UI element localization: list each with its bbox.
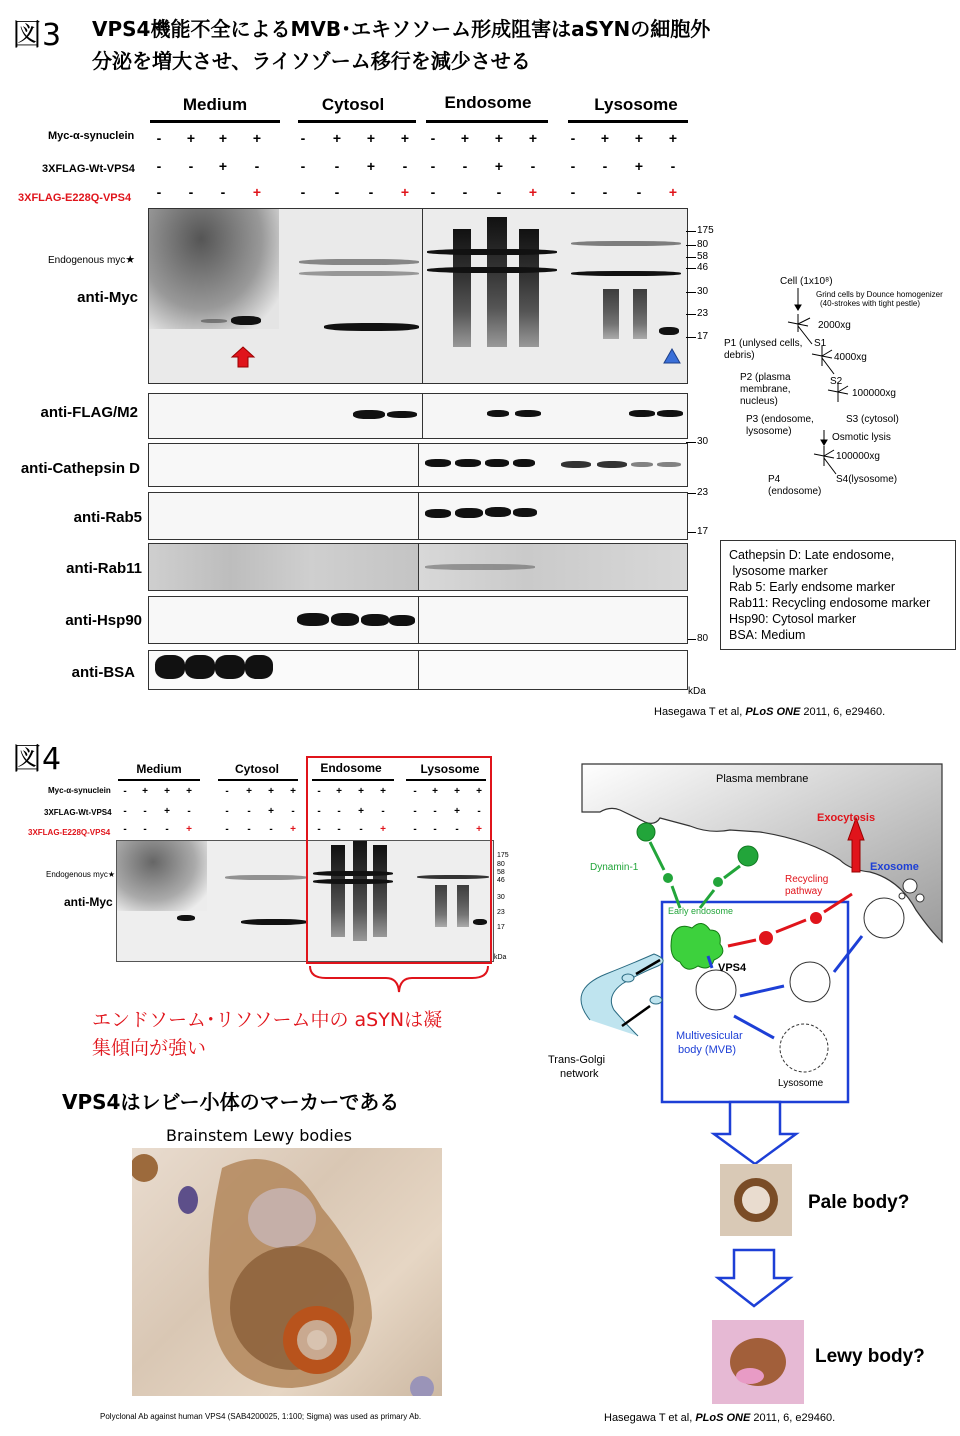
- treatment-sign: -: [156, 130, 162, 146]
- blot-flag-left: [148, 393, 424, 439]
- treatment-sign: +: [634, 158, 644, 174]
- lane-header-cytosol: Cytosol: [321, 95, 385, 114]
- antibody-note: Polyclonal Ab against human VPS4 (SAB4200025, 1:100; Sigma) was used as primary Ab.: [100, 1412, 422, 1421]
- treatment-sign: -: [402, 158, 408, 174]
- fig4-treatment-sign: +: [186, 786, 192, 797]
- medium-smear: [149, 209, 279, 329]
- cytosol-band: [299, 259, 419, 265]
- marker-30: 30: [697, 286, 709, 297]
- blot-cathd-right: [418, 443, 688, 487]
- fig4-treatment-sign: -: [123, 806, 127, 817]
- treatment-sign: -: [430, 184, 436, 200]
- schem-s2: S2: [830, 376, 843, 387]
- fig4-treatment-sign: -: [187, 806, 191, 817]
- blot-rab11-right: [418, 543, 688, 591]
- vps4-lewy-title: VPS4はレビー小体のマーカーである: [62, 1090, 400, 1114]
- schem-p4b: (endosome): [768, 486, 822, 497]
- blot-label-anti-rab5: anti-Rab5: [73, 509, 142, 526]
- fig4-row-mutant: 3XFLAG-E228Q-VPS4: [28, 828, 111, 837]
- fig4-treatment-sign: -: [225, 786, 229, 797]
- treatment-sign: -: [188, 184, 194, 200]
- fig4-treatment-sign: -: [143, 806, 147, 817]
- fig4-treatment-sign: -: [413, 806, 417, 817]
- hsp90-band: [361, 614, 389, 626]
- exocytosis-label: Exocytosis: [817, 812, 876, 824]
- lysosome-asyn-band: [659, 327, 679, 335]
- vps4-label: VPS4: [718, 962, 747, 974]
- blot-myc-right: [422, 208, 688, 384]
- marker-tick: [686, 292, 696, 293]
- blue-triangle-icon: [663, 348, 681, 364]
- schem-p2b: membrane,: [740, 384, 791, 395]
- lysosome-smear: [603, 289, 619, 339]
- treatment-sign: +: [332, 130, 342, 146]
- treatment-sign: +: [218, 130, 228, 146]
- blot-hsp90-right: [418, 596, 688, 644]
- legend-line: Cathepsin D: Late endosome,: [729, 548, 895, 562]
- flag-band: [487, 410, 509, 417]
- fig4-marker-80: 80: [497, 861, 505, 868]
- cathd-band: [455, 459, 481, 467]
- fig4-treatment-sign: +: [380, 786, 386, 797]
- brainstem-caption: Brainstem Lewy bodies: [166, 1126, 352, 1145]
- neuron-illustration: [132, 1148, 442, 1396]
- blot-label-anti-flag: anti-FLAG/M2: [40, 404, 138, 421]
- marker-legend-box: [720, 540, 956, 650]
- fig4-treatment-sign: +: [164, 806, 170, 817]
- marker-tick: [686, 245, 696, 246]
- cytosol-band: [299, 271, 419, 276]
- marker-30b: 30: [697, 436, 709, 447]
- fractionation-schematic: [720, 270, 960, 500]
- endosome-band: [427, 267, 557, 273]
- fig4-lane-endosome: Endosome: [320, 761, 382, 775]
- blot-label-anti-bsa: anti-BSA: [71, 664, 135, 681]
- marker-58: 58: [697, 251, 709, 262]
- treatment-sign: -: [570, 158, 576, 174]
- fig4-treatment-sign: +: [246, 786, 252, 797]
- endosome-smear: [519, 229, 539, 347]
- marker-tick: [686, 337, 696, 338]
- treatment-sign: +: [400, 130, 410, 146]
- cathd-band: [657, 462, 681, 467]
- cathd-band: [425, 459, 451, 467]
- fig4-treatment-sign: +: [476, 824, 482, 835]
- marker-tick: [686, 231, 696, 232]
- treatment-sign: +: [600, 130, 610, 146]
- treatment-sign: -: [300, 184, 306, 200]
- fig4-marker-23: 23: [497, 909, 505, 916]
- flag-band: [629, 410, 655, 417]
- treatment-sign: -: [334, 158, 340, 174]
- treatment-sign: -: [570, 184, 576, 200]
- blot-rab11-left: [148, 543, 420, 591]
- treatment-sign: -: [462, 158, 468, 174]
- treatment-sign: -: [602, 184, 608, 200]
- mvb-label-line1: Multivesicular: [676, 1030, 743, 1042]
- schem-p2: P2 (plasma: [740, 372, 791, 383]
- treatment-sign: -: [368, 184, 374, 200]
- fig4-treatment-sign: +: [358, 806, 364, 817]
- bsa-band: [245, 655, 273, 679]
- flag-band: [657, 410, 683, 417]
- fig4-citation: Hasegawa T et al, PLoS ONE 2011, 6, e29460.: [604, 1412, 836, 1424]
- fig4-band: [225, 875, 307, 880]
- treatment-sign: +: [494, 130, 504, 146]
- aggregation-annotation-line1: エンドソーム･リソソーム中の aSYNは凝: [92, 1009, 443, 1031]
- schem-p2c: nucleus): [740, 396, 778, 407]
- fig4-treatment-sign: +: [336, 786, 342, 797]
- row-label-myc: Myc-α-synuclein: [48, 130, 135, 142]
- fig4-treatment-sign: -: [317, 786, 321, 797]
- lewy-body-label: Lewy body?: [815, 1346, 925, 1367]
- fig4-kda: kDa: [494, 954, 507, 961]
- treatment-sign: +: [218, 158, 228, 174]
- marker-tick: [686, 257, 696, 258]
- row-label-wt: 3XFLAG-Wt-VPS4: [42, 163, 135, 175]
- marker-23: 23: [697, 308, 709, 319]
- recycling-label: Recycling: [785, 874, 829, 885]
- treatment-sign: +: [528, 130, 538, 146]
- rab5-band: [455, 508, 483, 518]
- fig4-marker-30: 30: [497, 894, 505, 901]
- blot-rab5-right: [418, 492, 688, 540]
- schem-grind2: (40-strokes with tight pestle): [820, 299, 921, 308]
- treatment-sign: +: [252, 184, 262, 200]
- endosome-smear: [487, 217, 507, 347]
- schem-s1: S1: [814, 338, 827, 349]
- treatment-sign: +: [366, 130, 376, 146]
- fig4-treatment-sign: -: [477, 806, 481, 817]
- legend-line: Hsp90: Cytosol marker: [729, 612, 857, 626]
- treatment-sign: -: [156, 184, 162, 200]
- blot-bsa-left: [148, 650, 420, 690]
- lane-header-underline: [218, 779, 298, 781]
- fig4-lane-lysosome: Lysosome: [420, 762, 480, 776]
- legend-line: Rab11: Recycling endosome marker: [729, 596, 931, 610]
- fig4-marker-17: 17: [497, 924, 505, 931]
- endosome-band: [427, 249, 557, 255]
- schem-s4: S4(lysosome): [836, 474, 898, 485]
- fig4-treatment-sign: -: [291, 806, 295, 817]
- kda-label: kDa: [688, 686, 706, 697]
- endosome-smear: [453, 229, 471, 347]
- fig4-endogenous-label: Endogenous myc★: [46, 870, 115, 879]
- exosome-pathway-diagram: [560, 760, 952, 1410]
- lysosome-smear: [633, 289, 647, 339]
- marker-80b: 80: [697, 633, 709, 644]
- fig4-treatment-sign: +: [142, 786, 148, 797]
- cytosol-asyn-band: [324, 323, 419, 331]
- fig4-lane-medium: Medium: [136, 762, 182, 776]
- treatment-sign: +: [634, 130, 644, 146]
- figure-3-title-line1: VPS4機能不全によるMVB･エキソソーム形成阻害はaSYNの細胞外: [92, 17, 711, 41]
- fig4-treatment-sign: +: [268, 786, 274, 797]
- bsa-band: [155, 655, 185, 679]
- fig4-treatment-sign: -: [225, 806, 229, 817]
- bsa-band: [215, 655, 245, 679]
- treatment-sign: +: [186, 130, 196, 146]
- blot-hsp90-left: [148, 596, 420, 644]
- fig4-treatment-sign: -: [413, 786, 417, 797]
- schem-g2: 4000xg: [834, 352, 867, 363]
- tgn-label-line1: Trans-Golgi: [548, 1054, 606, 1066]
- fig4-treatment-sign: +: [164, 786, 170, 797]
- rab11-band: [425, 564, 535, 570]
- schem-p3b: lysosome): [746, 426, 792, 437]
- fig4-treatment-sign: -: [359, 824, 363, 835]
- hsp90-band: [331, 613, 359, 626]
- blot-label-anti-rab11: anti-Rab11: [66, 560, 142, 577]
- pale-body-label: Pale body?: [808, 1192, 910, 1213]
- legend-line: Rab 5: Early endsome marker: [729, 580, 896, 594]
- fig4-band: [241, 919, 307, 925]
- treatment-sign: +: [460, 130, 470, 146]
- lane-header-underline: [150, 120, 280, 123]
- flag-band: [515, 410, 541, 417]
- cathd-band: [561, 461, 591, 468]
- legend-line: lysosome marker: [729, 564, 828, 578]
- fig4-treatment-sign: -: [337, 824, 341, 835]
- treatment-sign: +: [252, 130, 262, 146]
- row-label-mutant: 3XFLAG-E228Q-VPS4: [18, 192, 132, 204]
- marker-tick: [686, 268, 696, 269]
- lysosome-band: [571, 241, 681, 246]
- endogenous-myc-label: Endogenous myc★: [48, 254, 136, 266]
- medium-band: [201, 319, 227, 323]
- lane-header-underline: [426, 120, 548, 123]
- fig4-treatment-sign: +: [358, 786, 364, 797]
- fig4-treatment-sign: -: [433, 824, 437, 835]
- fig4-lane-cytosol: Cytosol: [234, 762, 279, 776]
- fig3-citation: Hasegawa T et al, PLoS ONE 2011, 6, e29460.: [654, 706, 886, 718]
- pathway-label: pathway: [785, 886, 823, 897]
- fig4-anti-myc-label: anti-Myc: [64, 895, 113, 909]
- fig4-treatment-sign: -: [247, 806, 251, 817]
- cathd-band: [485, 459, 509, 467]
- fig4-marker-175: 175: [497, 852, 509, 859]
- fig4-treatment-sign: -: [413, 824, 417, 835]
- fig4-treatment-sign: -: [165, 824, 169, 835]
- marker-tick: [686, 314, 696, 315]
- treatment-sign: -: [188, 158, 194, 174]
- flag-band: [387, 411, 417, 418]
- marker-175: 175: [697, 225, 714, 236]
- schematic-arrows: [720, 270, 960, 500]
- treatment-sign: +: [668, 184, 678, 200]
- blot-label-anti-cathepsin-d: anti-Cathepsin D: [20, 460, 140, 477]
- treatment-sign: -: [496, 184, 502, 200]
- treatment-sign: -: [670, 158, 676, 174]
- treatment-sign: +: [528, 184, 538, 200]
- schem-s3: S3 (cytosol): [846, 414, 899, 425]
- fig4-treatment-sign: +: [290, 824, 296, 835]
- lane-header-endosome: Endosome: [444, 93, 532, 112]
- figure-4-label: 図4: [12, 742, 62, 777]
- treatment-sign: -: [300, 158, 306, 174]
- schem-g3: 100000xg: [852, 388, 896, 399]
- treatment-sign: -: [430, 130, 436, 146]
- fig4-treatment-sign: -: [123, 824, 127, 835]
- fig4-treatment-sign: -: [123, 786, 127, 797]
- highlight-box: [306, 756, 492, 964]
- fig4-medium-smear: [117, 841, 207, 911]
- treatment-sign: +: [366, 158, 376, 174]
- fig4-treatment-sign: -: [269, 824, 273, 835]
- lysosome-band: [571, 271, 681, 276]
- figure-3-label: 図3: [12, 18, 62, 53]
- fig4-treatment-sign: -: [381, 806, 385, 817]
- schem-p3: P3 (endosome,: [746, 414, 814, 425]
- marker-17: 17: [697, 331, 709, 342]
- treatment-sign: -: [300, 130, 306, 146]
- hsp90-band: [297, 613, 329, 626]
- lane-header-medium: Medium: [182, 95, 248, 114]
- schem-osm: Osmotic lysis: [832, 432, 891, 443]
- cathd-band: [597, 461, 627, 468]
- fig4-treatment-sign: +: [186, 824, 192, 835]
- fig4-treatment-sign: -: [225, 824, 229, 835]
- treatment-sign: -: [602, 158, 608, 174]
- fig4-treatment-sign: -: [317, 806, 321, 817]
- lane-header-underline: [298, 120, 416, 123]
- fig4-row-myc: Myc-α-synuclein: [48, 786, 111, 795]
- schem-p4: P4: [768, 474, 781, 485]
- cathd-band: [513, 459, 535, 467]
- tgn-label-line2: network: [560, 1068, 599, 1080]
- legend-line: BSA: Medium: [729, 628, 806, 642]
- mvb-label-line2: body (MVB): [678, 1044, 737, 1056]
- rab5-band: [425, 509, 451, 518]
- treatment-sign: -: [530, 158, 536, 174]
- blot-cathd-left: [148, 443, 420, 487]
- fig4-treatment-sign: +: [454, 806, 460, 817]
- treatment-sign: -: [334, 184, 340, 200]
- fig4-marker-46: 46: [497, 877, 505, 884]
- lewy-body-histology-image: [132, 1148, 442, 1396]
- fig4-treatment-sign: -: [143, 824, 147, 835]
- treatment-sign: -: [462, 184, 468, 200]
- schem-g4: 100000xg: [836, 451, 880, 462]
- treatment-sign: +: [668, 130, 678, 146]
- red-up-arrow-icon: [230, 345, 256, 369]
- schem-grind: Grind cells by Dounce homogenizer: [816, 290, 943, 299]
- blot-bsa-right: [418, 650, 688, 690]
- lane-header-underline: [118, 779, 200, 781]
- lane-header-underline: [568, 120, 688, 123]
- blot-label-anti-myc: anti-Myc: [77, 289, 138, 306]
- plasma-membrane-label: Plasma membrane: [716, 773, 809, 785]
- fig4-band: [177, 915, 195, 921]
- treatment-sign: -: [254, 158, 260, 174]
- blot-rab5-left: [148, 492, 420, 540]
- flag-band: [353, 410, 385, 419]
- fig4-treatment-sign: -: [455, 824, 459, 835]
- early-endosome-label: Early endosome: [668, 906, 734, 916]
- marker-23b: 23: [697, 487, 709, 498]
- dynamin-label: Dynamin-1: [590, 862, 639, 873]
- fig4-treatment-sign: -: [433, 806, 437, 817]
- treatment-sign: -: [156, 158, 162, 174]
- marker-46: 46: [697, 262, 709, 273]
- figure-3-title-line2: 分泌を増大させ、ライソゾーム移行を減少させる: [92, 49, 531, 73]
- fig4-treatment-sign: +: [380, 824, 386, 835]
- fig4-treatment-sign: +: [268, 806, 274, 817]
- fig4-treatment-sign: -: [247, 824, 251, 835]
- fig4-treatment-sign: +: [454, 786, 460, 797]
- exosome-label: Exosome: [870, 861, 919, 873]
- marker-17b: 17: [697, 526, 709, 537]
- aggregation-annotation-line2: 集傾向が強い: [92, 1037, 207, 1059]
- curly-brace-icon: [306, 964, 492, 998]
- blot-myc-left: [148, 208, 424, 384]
- treatment-sign: -: [430, 158, 436, 174]
- treatment-sign: +: [400, 184, 410, 200]
- blot-label-anti-hsp90: anti-Hsp90: [65, 612, 142, 629]
- fig4-marker-58: 58: [497, 869, 505, 876]
- treatment-sign: -: [220, 184, 226, 200]
- schem-g1: 2000xg: [818, 320, 851, 331]
- cathd-band: [631, 462, 653, 467]
- rab5-band: [485, 507, 511, 517]
- fig4-treatment-sign: +: [432, 786, 438, 797]
- medium-asyn-band: [231, 316, 261, 325]
- fig4-treatment-sign: -: [317, 824, 321, 835]
- blot-flag-right: [422, 393, 688, 439]
- schem-cell: Cell (1x10⁸): [780, 276, 833, 287]
- schem-p1b: debris): [724, 350, 755, 361]
- treatment-sign: +: [494, 158, 504, 174]
- treatment-sign: -: [570, 130, 576, 146]
- rab5-band: [513, 508, 537, 517]
- lane-header-lysosome: Lysosome: [594, 95, 678, 114]
- lysosome-label: Lysosome: [778, 1078, 824, 1089]
- fig4-treatment-sign: +: [476, 786, 482, 797]
- treatment-sign: -: [636, 184, 642, 200]
- fig4-treatment-sign: -: [337, 806, 341, 817]
- bsa-band: [185, 655, 215, 679]
- fig4-row-wt: 3XFLAG-Wt-VPS4: [44, 808, 112, 817]
- hsp90-band: [389, 615, 415, 626]
- marker-80: 80: [697, 239, 709, 250]
- schem-p1: P1 (unlysed cells,: [724, 338, 803, 349]
- fig4-treatment-sign: +: [290, 786, 296, 797]
